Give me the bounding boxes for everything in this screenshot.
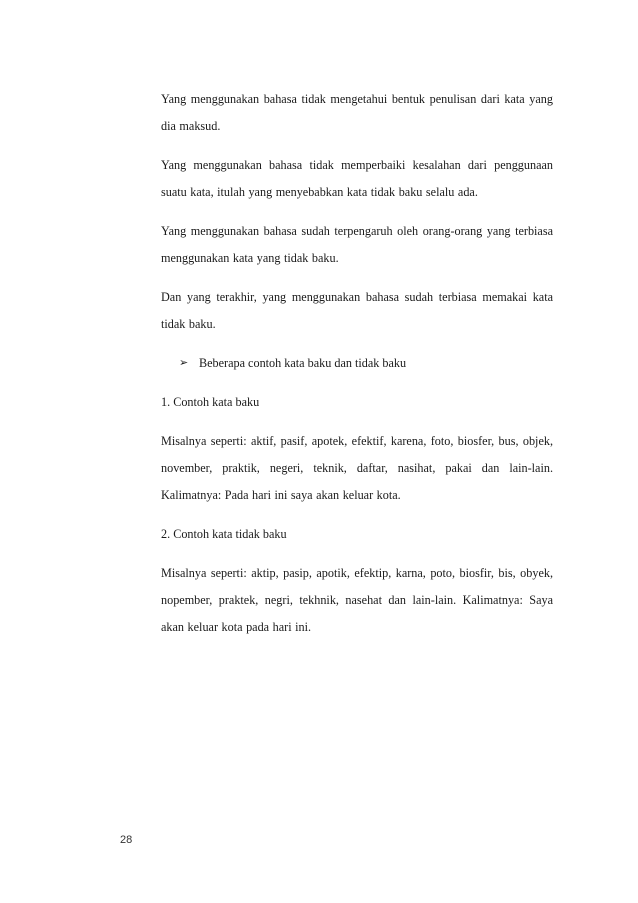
paragraph-1: Yang menggunakan bahasa tidak mengetahui bentuk penulisan dari kata yang dia maksud. xyxy=(161,92,553,133)
paragraph-2: Yang menggunakan bahasa tidak memperbaiki kesalahan dari penggunaan suatu kata, itulah yang menyebabkan kata tidak baku selalu ada. xyxy=(161,158,553,199)
page-content xyxy=(161,86,553,653)
page-number: 28 xyxy=(120,834,133,846)
section-2-heading: 2. Contoh kata tidak baku xyxy=(161,527,287,541)
paragraph-4: Dan yang terakhir, yang menggunakan bahasa sudah terbiasa memakai kata tidak baku. xyxy=(161,290,553,331)
section-1-heading: 1. Contoh kata baku xyxy=(161,395,260,409)
arrow-bullet-icon: ➢ xyxy=(179,357,189,369)
bullet-text: Beberapa contoh kata baku dan tidak baku xyxy=(199,356,407,370)
section-1-body: Misalnya seperti: aktif, pasif, apotek, efektif, karena, foto, biosfer, bus, objek, november, praktik, negeri, teknik, daftar, nasihat, pakai dan lain-lain. Kalimatnya: Pada hari ini saya akan keluar kota. xyxy=(161,434,553,502)
bullet-item xyxy=(179,350,553,377)
paragraph-3: Yang menggunakan bahasa sudah terpengaruh oleh orang-orang yang terbiasa menggunakan kata yang tidak baku. xyxy=(161,224,553,265)
section-2-body: Misalnya seperti: aktip, pasip, apotik, efektip, karna, poto, biosfir, bis, obyek, nopember, praktek, negri, tekhnik, nasehat dan lain-lain. Kalimatnya: Saya akan keluar kota pada hari ini. xyxy=(161,566,553,634)
